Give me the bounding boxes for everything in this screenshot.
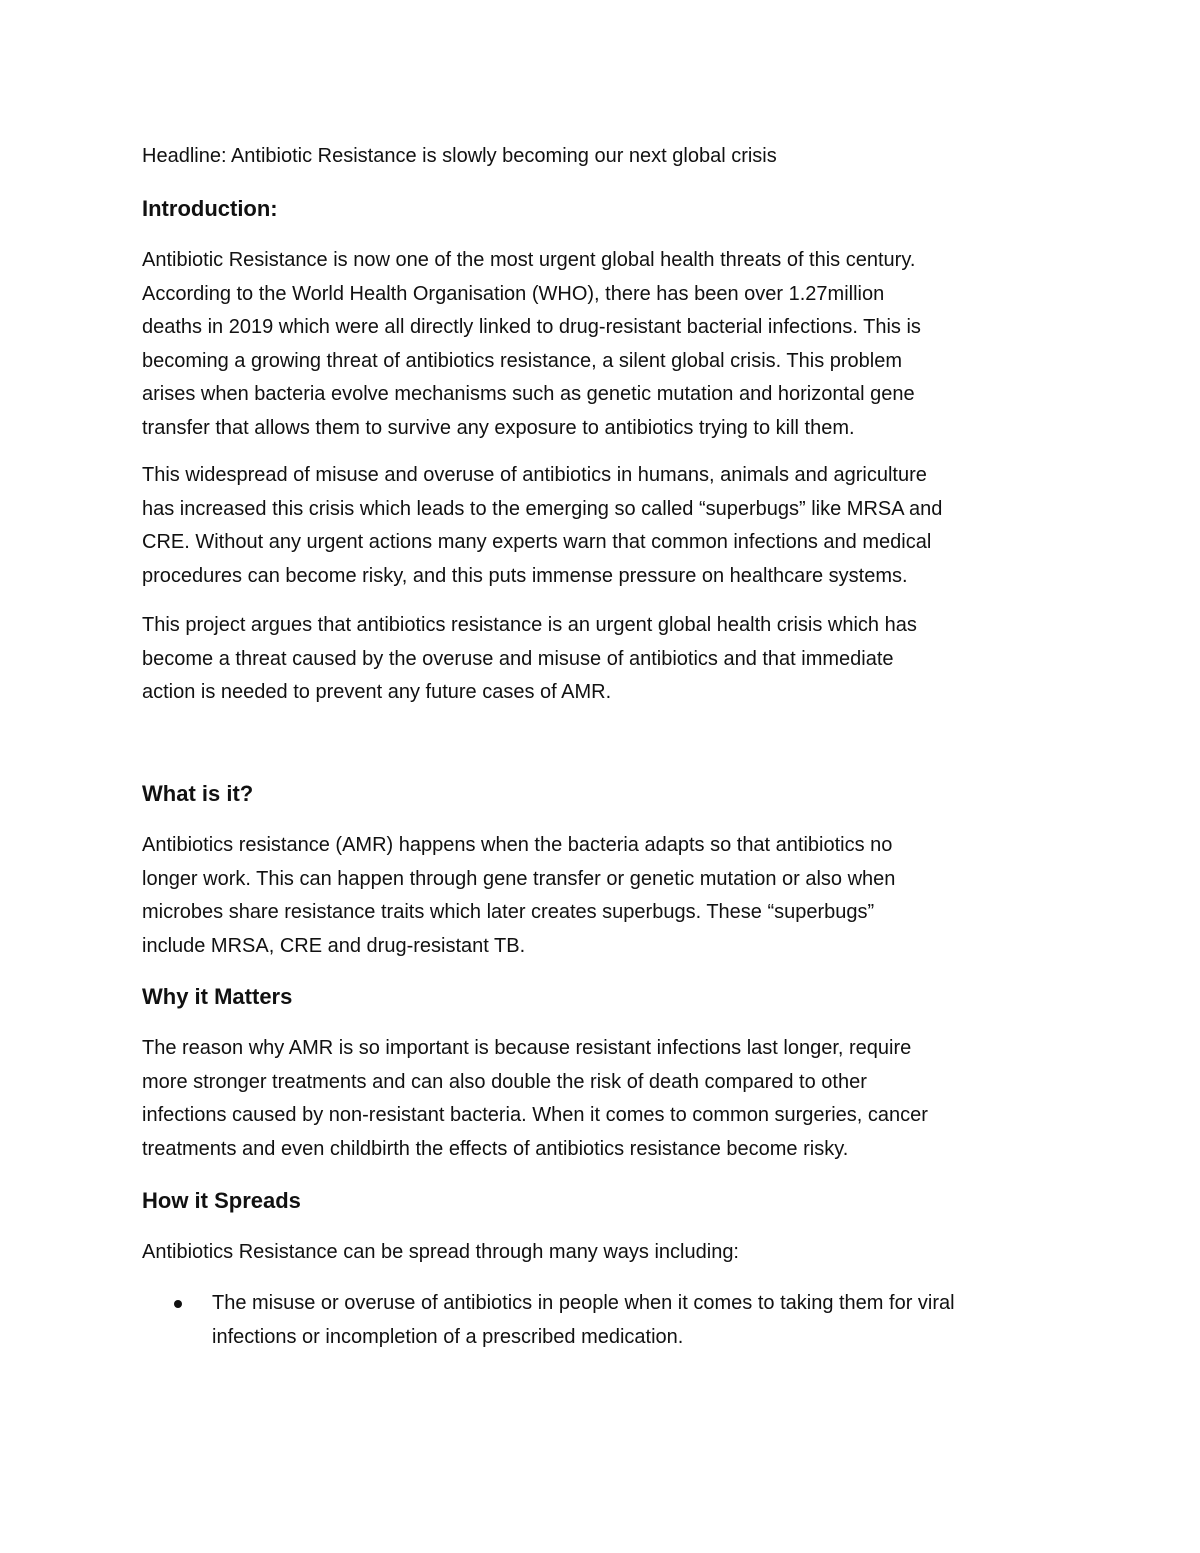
text-line: arises when bacteria evolve mechanisms such as genetic mutation and horizontal gene xyxy=(142,383,915,406)
text-line: Antibiotic Resistance is now one of the most urgent global health threats of this century. xyxy=(142,249,916,271)
text-line: microbes share resistance traits which later creates superbugs. These “superbugs” xyxy=(142,901,875,924)
text-line: deaths in 2019 which were all directly linked to drug-resistant bacterial infections. This is xyxy=(142,316,921,339)
bullet-icon xyxy=(174,1300,182,1308)
text-line: CRE. Without any urgent actions many experts warn that common infections and medical xyxy=(142,531,932,554)
text-line: infections or incompletion of a prescribed medication. xyxy=(212,1325,684,1348)
text-line: becoming a growing threat of antibiotics resistance, a silent global crisis. This problem xyxy=(142,349,902,372)
what-is-it-paragraph xyxy=(142,829,1062,963)
text-line: has increased this crisis which leads to the emerging so called “superbugs” like MRSA and xyxy=(142,497,943,520)
text-line: longer work. This can happen through gene transfer or genetic mutation or also when xyxy=(142,867,896,890)
text-line: The reason why AMR is so important is because resistant infections last longer, require xyxy=(142,1037,912,1059)
text-line: infections caused by non-resistant bacteria. When it comes to common surgeries, cancer xyxy=(142,1104,928,1127)
list-item-text xyxy=(212,1287,955,1354)
introduction-heading: Introduction: xyxy=(142,196,278,221)
headline: Headline: Antibiotic Resistance is slowly becoming our next global crisis xyxy=(142,145,777,167)
text-line: treatments and even childbirth the effects of antibiotics resistance become risky. xyxy=(142,1137,849,1160)
introduction-paragraph-3 xyxy=(142,609,1062,710)
text-line: The misuse or overuse of antibiotics in people when it comes to taking them for viral xyxy=(212,1292,955,1314)
text-line: According to the World Health Organisation (WHO), there has been over 1.27million xyxy=(142,282,885,305)
text-line: action is needed to prevent any future cases of AMR. xyxy=(142,681,612,704)
what-is-it-heading: What is it? xyxy=(142,781,254,806)
introduction-paragraph-1 xyxy=(142,244,1062,446)
text-line: This widespread of misuse and overuse of antibiotics in humans, animals and agriculture xyxy=(142,464,927,486)
text-line: include MRSA, CRE and drug-resistant TB. xyxy=(142,934,526,957)
text-line: procedures can become risky, and this puts immense pressure on healthcare systems. xyxy=(142,564,908,587)
introduction-paragraph-2 xyxy=(142,459,1062,593)
why-it-matters-paragraph xyxy=(142,1032,1062,1166)
text-line: more stronger treatments and can also double the risk of death compared to other xyxy=(142,1070,867,1093)
text-line: transfer that allows them to survive any exposure to antibiotics trying to kill them. xyxy=(142,416,855,439)
text-line: Antibiotics resistance (AMR) happens when the bacteria adapts so that antibiotics no xyxy=(142,834,893,856)
how-it-spreads-heading: How it Spreads xyxy=(142,1188,301,1213)
how-it-spreads-intro: Antibiotics Resistance can be spread through many ways including: xyxy=(142,1241,739,1263)
why-it-matters-heading: Why it Matters xyxy=(142,984,293,1009)
text-line: become a threat caused by the overuse and misuse of antibiotics and that immediate xyxy=(142,647,894,670)
text-line: This project argues that antibiotics resistance is an urgent global health crisis which has xyxy=(142,614,917,636)
